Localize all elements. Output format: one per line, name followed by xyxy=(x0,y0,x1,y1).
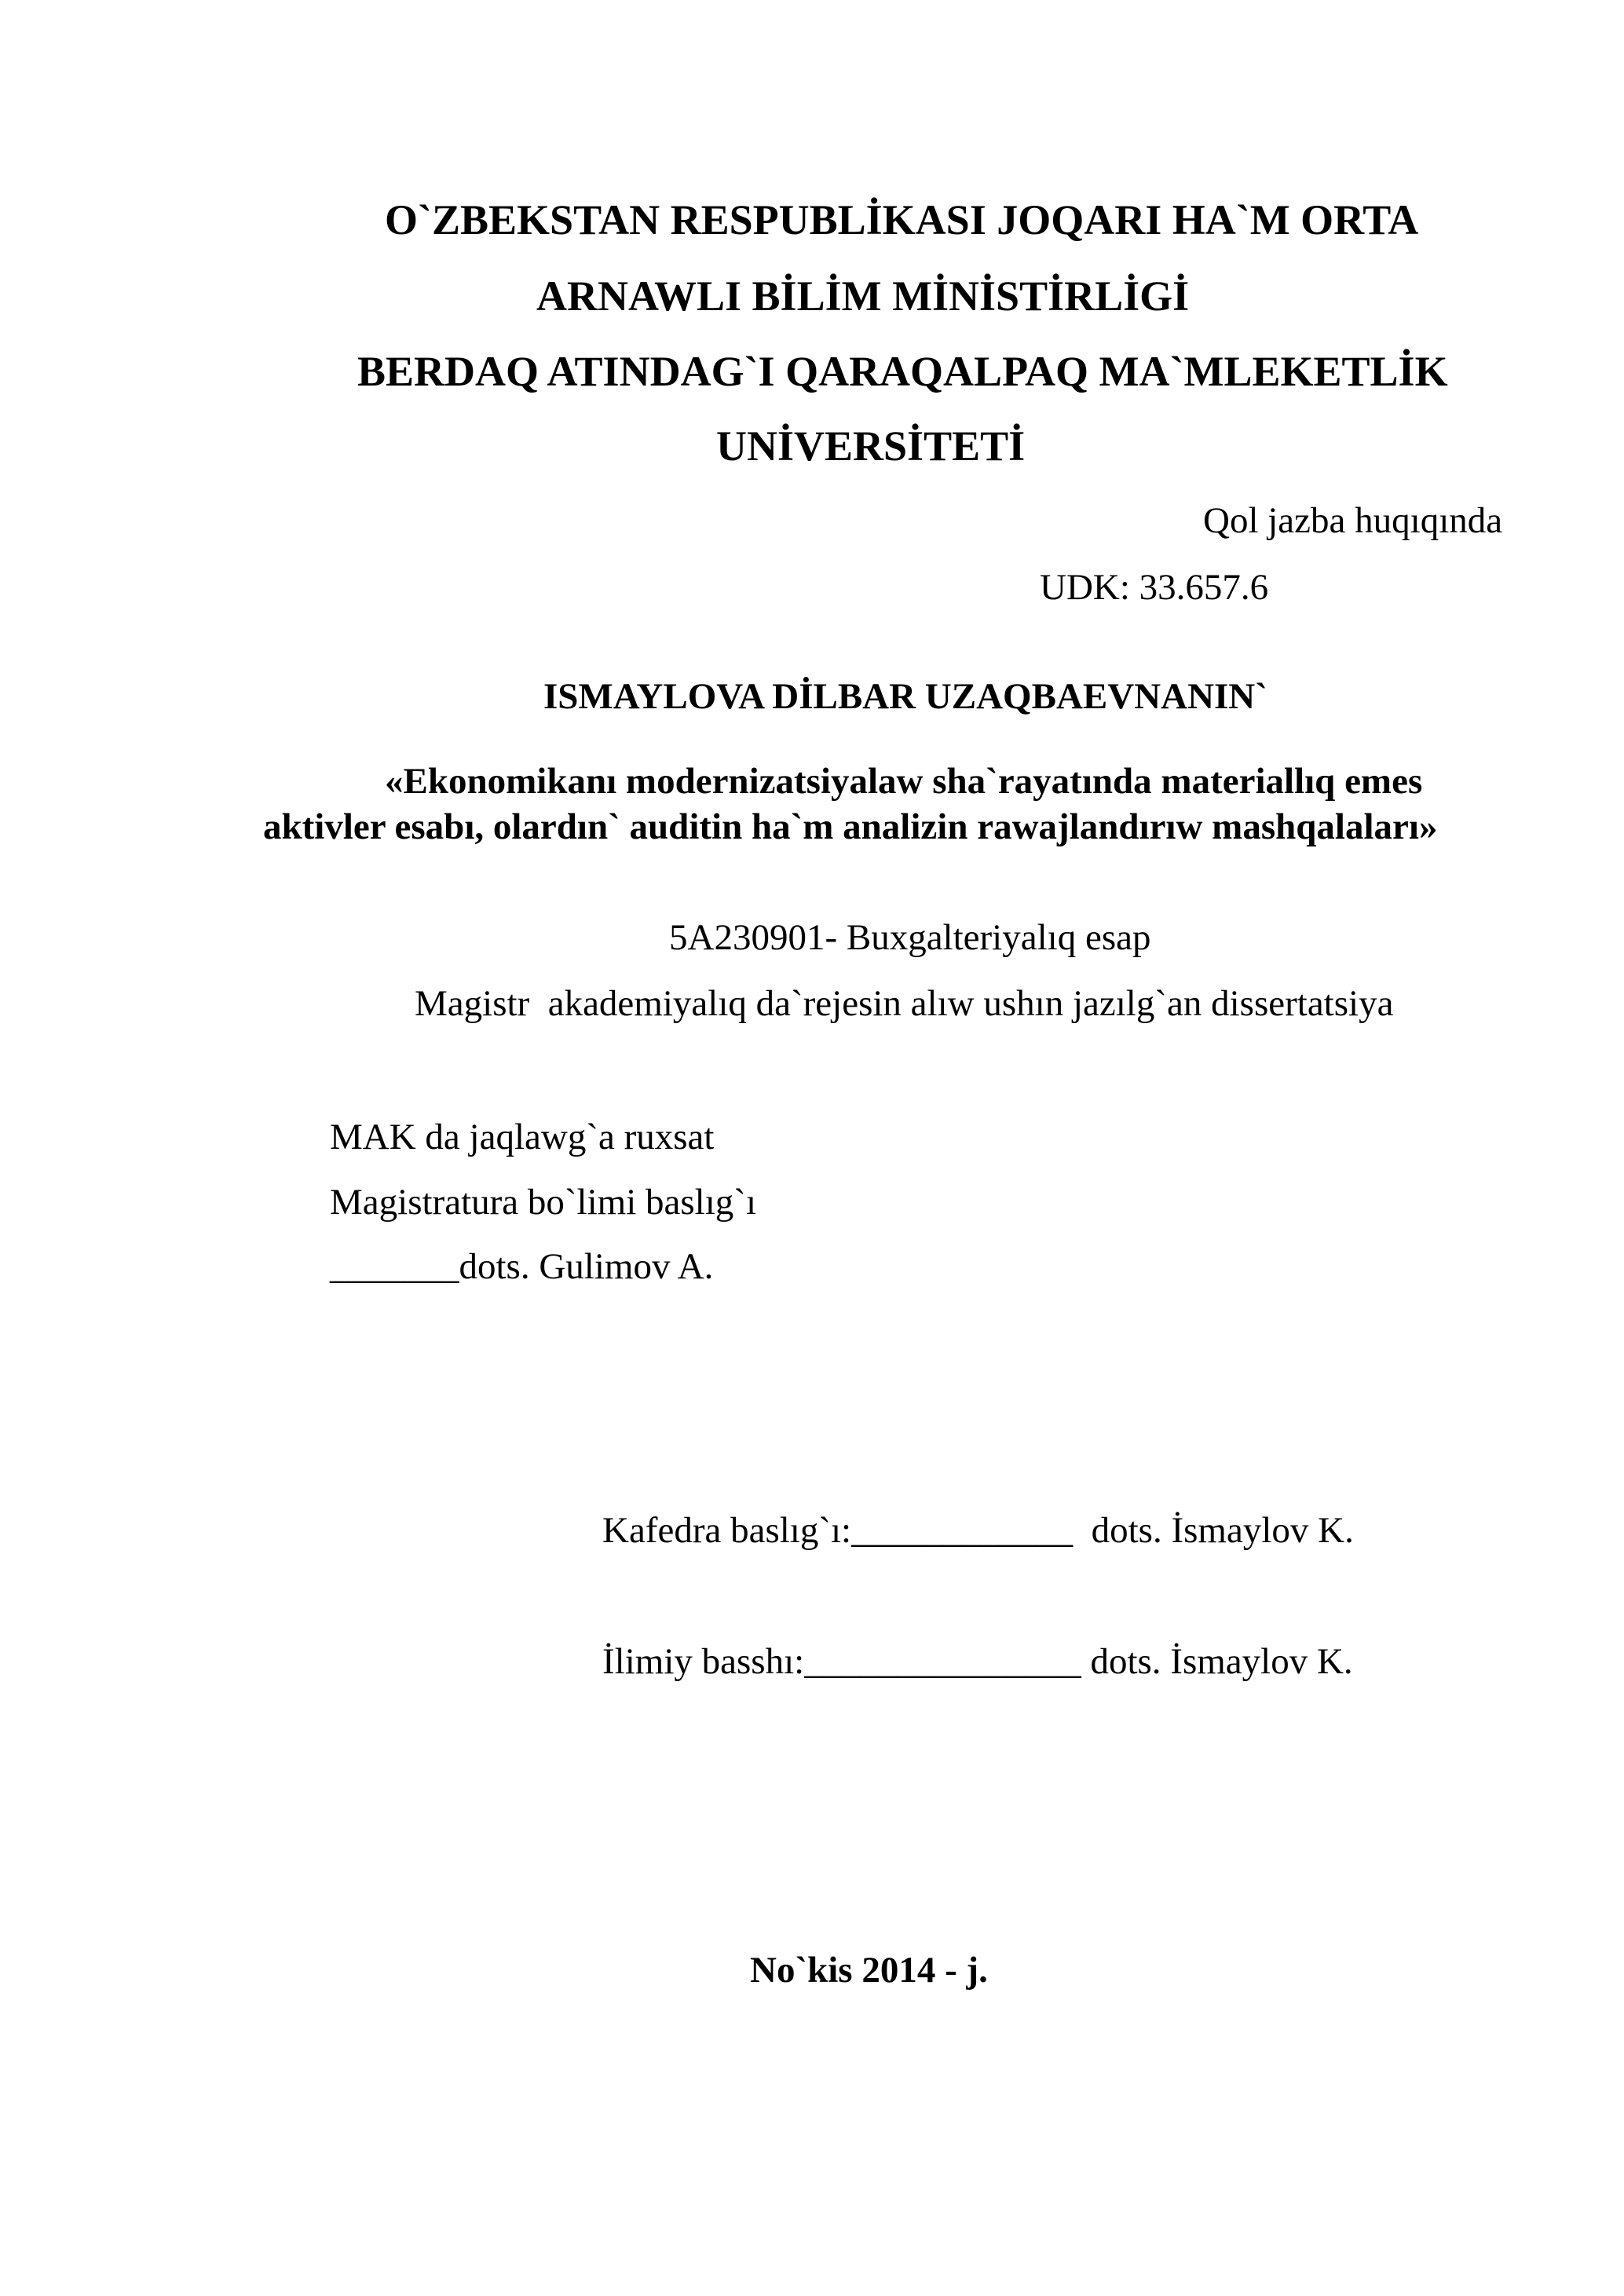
place-and-year: No`kis 2014 - j. xyxy=(750,1950,988,1991)
manuscript-rights-note: Qol jazba huqıqında xyxy=(1203,500,1503,541)
specialty-code: 5A230901- Buxgalteriyalıq esap xyxy=(669,917,1151,958)
udk-code: UDK: 33.657.6 xyxy=(1040,567,1269,608)
approval-signature-line: _______dots. Gulimov A. xyxy=(330,1246,714,1287)
ministry-header-line-1: O`ZBEKSTAN RESPUBLİKASI JOQARI HA`M ORTA xyxy=(385,196,1419,243)
university-header-line-2: UNİVERSİTETİ xyxy=(716,422,1026,470)
ministry-header-line-2: ARNAWLI BİLİM MİNİSTİRLİGİ xyxy=(536,272,1190,320)
university-header-line-1: BERDAQ ATINDAG`I QARAQALPAQ MA`MLEKETLİK xyxy=(357,348,1448,395)
head-of-department-signature: Kafedra baslıg`ı:____________ dots. İsmaylov K. xyxy=(602,1510,1354,1551)
thesis-title-line-2: aktivler esabı, olardın` auditin ha`m analizin rawajlandırıw mashqalaları» xyxy=(263,806,1438,847)
approval-line-2: Magistratura bo`limi baslıg`ı xyxy=(330,1182,757,1223)
approval-line-1: MAK da jaqlawg`a ruxsat xyxy=(330,1117,715,1157)
author-name: ISMAYLOVA DİLBAR UZAQBAEVNANIN` xyxy=(543,676,1267,717)
thesis-title-line-1: «Ekonomikanı modernizatsiyalaw sha`rayatında materiallıq emes xyxy=(385,761,1423,802)
scientific-supervisor-signature: İlimiy basshı:_______________ dots. İsmaylov K. xyxy=(602,1641,1353,1682)
degree-description: Magistr akademiyalıq da`rejesin alıw ushın jazılg`an dissertatsiya xyxy=(415,983,1394,1024)
